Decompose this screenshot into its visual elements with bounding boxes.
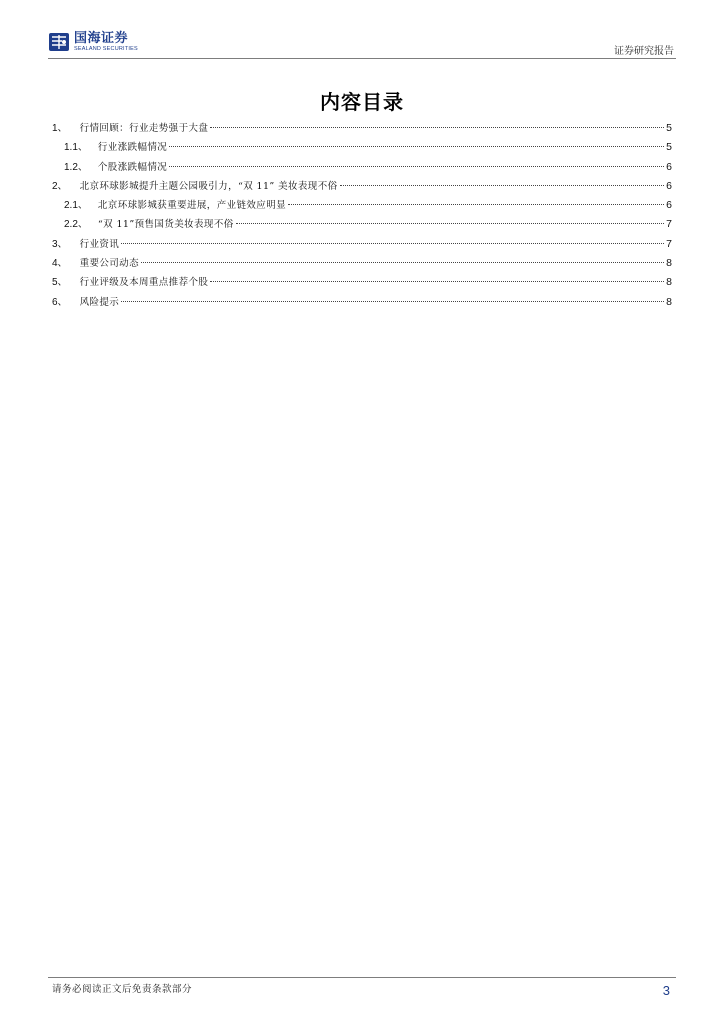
toc-entry[interactable] (52, 177, 672, 196)
report-type-label: 证券研究报告 (614, 46, 674, 57)
toc-leader-dots (210, 281, 664, 282)
toc-entry-title: 北京环球影城获重要进展，产业链效应明显 (97, 200, 287, 212)
toc-entry-page: 7 (666, 218, 672, 231)
table-of-contents (52, 119, 672, 312)
toc-leader-dots (340, 185, 665, 186)
toc-entry[interactable] (52, 235, 672, 254)
toc-entry-number: 2、 (52, 180, 68, 192)
toc-entry-page: 7 (666, 237, 672, 250)
toc-entry-number: 6、 (52, 296, 68, 308)
toc-entry[interactable] (52, 119, 672, 138)
toc-entry[interactable] (52, 254, 672, 273)
toc-leader-dots (210, 127, 664, 128)
toc-entry-page: 8 (666, 295, 672, 308)
toc-entry-page: 6 (666, 179, 672, 192)
sealand-logo-icon (48, 31, 70, 53)
toc-entry-page: 8 (666, 257, 672, 270)
toc-entry-number: 3、 (52, 238, 68, 250)
toc-entry-page: 8 (666, 276, 672, 289)
toc-entry[interactable] (52, 215, 672, 234)
toc-entry[interactable] (52, 158, 672, 177)
toc-entry-number: 1.2、 (64, 161, 88, 173)
toc-leader-dots (169, 166, 664, 167)
page-number: 3 (662, 983, 670, 998)
brand-name-en: SEALAND SECURITIES (74, 45, 138, 52)
toc-entry-title: 行情回顾：行业走势强于大盘 (79, 123, 209, 134)
toc-entry[interactable] (52, 293, 672, 312)
toc-title: 内容目录 (320, 90, 404, 114)
toc-leader-dots (169, 146, 664, 147)
toc-entry[interactable] (52, 273, 672, 292)
footer-divider (48, 977, 676, 978)
toc-entry-page: 5 (666, 141, 672, 154)
toc-entry-title: 重要公司动态 (79, 258, 139, 270)
header-divider (48, 58, 676, 59)
toc-entry[interactable] (52, 196, 672, 215)
toc-leader-dots (236, 223, 665, 224)
toc-entry-title: 行业资讯 (79, 238, 120, 250)
toc-entry-page: 6 (666, 199, 672, 212)
toc-entry-page: 6 (666, 160, 672, 173)
toc-entry-page: 5 (666, 122, 672, 134)
brand-logo (48, 30, 138, 54)
toc-entry-number: 5、 (52, 277, 68, 289)
toc-leader-dots (141, 262, 664, 263)
toc-entry-title: 行业评级及本周重点推荐个股 (79, 277, 209, 289)
toc-entry-number: 2.1、 (64, 200, 88, 212)
toc-entry-title: 北京环球影城提升主题公园吸引力，“双 11” 美妆表现不俗 (79, 180, 338, 192)
toc-entry-title: “双 11”预售国货美妆表现不俗 (97, 219, 234, 231)
disclaimer-note: 请务必阅读正文后免责条款部分 (52, 984, 193, 995)
toc-entry-title: 个股涨跌幅情况 (97, 161, 168, 173)
toc-entry[interactable] (52, 138, 672, 157)
page-header (48, 30, 676, 60)
toc-leader-dots (121, 243, 664, 244)
brand-name-cn: 国海证券 (74, 30, 129, 46)
toc-entry-title: 风险提示 (79, 296, 120, 308)
toc-entry-number: 1、 (52, 123, 68, 134)
toc-leader-dots (121, 301, 664, 302)
toc-entry-title: 行业涨跌幅情况 (97, 142, 168, 154)
toc-entry-number: 1.1、 (64, 142, 88, 154)
toc-entry-number: 4、 (52, 258, 68, 270)
toc-leader-dots (288, 204, 664, 205)
toc-entry-number: 2.2、 (64, 219, 88, 231)
